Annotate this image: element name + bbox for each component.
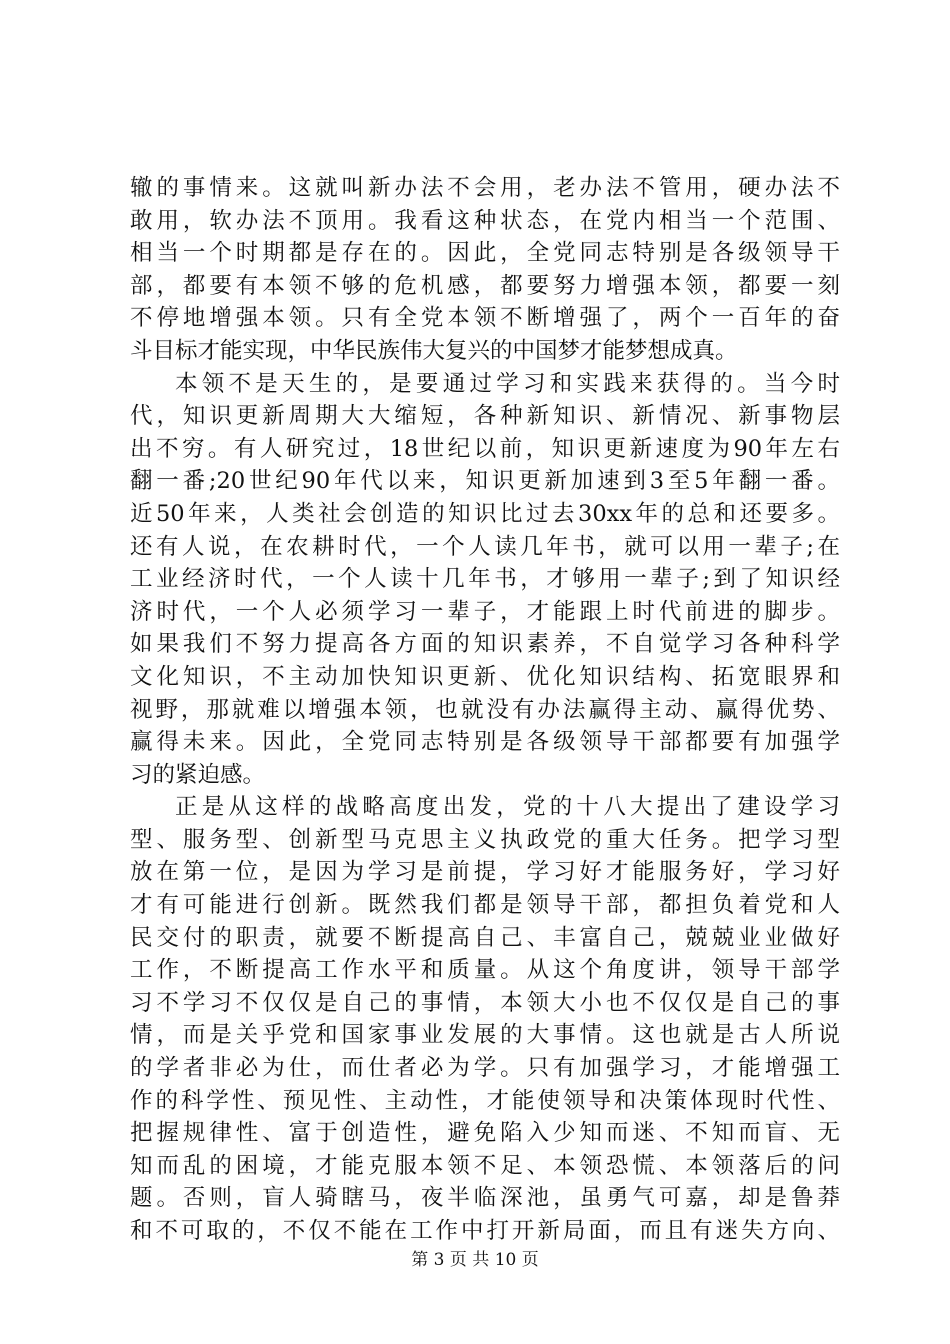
text-line: 敢用，软办法不顶用。我看这种状态，在党内相当一个范围、 xyxy=(130,207,840,234)
text-line: 题。否则，盲人骑瞎马，夜半临深池，虽勇气可嘉，却是鲁莽 xyxy=(130,1185,840,1212)
text-line: 代，知识更新周期大大缩短，各种新知识、新情况、新事物层 xyxy=(130,403,840,430)
text-line: 正是从这样的战略高度出发，党的十八大提出了建设学习 xyxy=(175,794,840,821)
text-line: 部，都要有本领不够的危机感，都要努力增强本领，都要一刻 xyxy=(130,272,840,299)
text-line: 作的科学性、预见性、主动性，才能使领导和决策体现时代性、 xyxy=(130,1087,840,1114)
text-line: 把握规律性、富于创造性，避免陷入少知而迷、不知而盲、无 xyxy=(130,1120,840,1147)
text-line: 工业经济时代，一个人读十几年书，才够用一辈子;到了知识经 xyxy=(130,566,840,593)
text-line: 不停地增强本领。只有全党本领不断增强了，两个一百年的奋 xyxy=(130,305,840,332)
text-line: 近50年来，人类社会创造的知识比过去30xx年的总和还要多。 xyxy=(130,500,840,527)
text-line: 辙的事情来。这就叫新办法不会用，老办法不管用，硬办法不 xyxy=(130,175,840,201)
text-line: 情，而是关乎党和国家事业发展的大事情。这也就是古人所说 xyxy=(130,1022,840,1049)
page-footer: 第 3 页 共 10 页 xyxy=(411,1250,539,1270)
text-line: 视野，那就难以增强本领，也就没有办法赢得主动、赢得优势、 xyxy=(130,696,840,723)
text-line: 民交付的职责，就要不断提高自己、丰富自己，兢兢业业做好 xyxy=(130,924,840,951)
text-line: 出不穷。有人研究过，18世纪以前，知识更新速度为90年左右 xyxy=(130,435,840,462)
text-line: 工作，不断提高工作水平和质量。从这个角度讲，领导干部学 xyxy=(130,957,840,984)
text-line: 如果我们不努力提高各方面的知识素养，不自觉学习各种科学 xyxy=(130,631,840,658)
paragraph xyxy=(130,172,840,368)
paragraph xyxy=(130,791,840,1247)
text-line: 的学者非必为仕，而仕者必为学。只有加强学习，才能增强工 xyxy=(130,1055,840,1082)
text-line: 相当一个时期都是存在的。因此，全党同志特别是各级领导干 xyxy=(130,240,840,267)
text-line: 知而乱的困境，才能克服本领不足、本领恐慌、本领落后的问 xyxy=(130,1152,840,1179)
text-line: 习不学习不仅仅是自己的事情，本领大小也不仅仅是自己的事 xyxy=(130,989,840,1016)
text-line: 本领不是天生的，是要通过学习和实践来获得的。当今时 xyxy=(175,370,840,397)
text-line: 赢得未来。因此，全党同志特别是各级领导干部都要有加强学 xyxy=(130,729,840,756)
text-line: 翻一番;20世纪90年代以来，知识更新加速到3至5年翻一番。 xyxy=(130,468,840,495)
paragraph xyxy=(130,368,840,792)
text-line: 放在第一位，是因为学习是前提，学习好才能服务好，学习好 xyxy=(130,859,840,886)
text-line: 济时代，一个人必须学习一辈子，才能跟上时代前进的脚步。 xyxy=(130,598,840,625)
text-line: 型、服务型、创新型马克思主义执政党的重大任务。把学习型 xyxy=(130,826,840,853)
text-line: 才有可能进行创新。既然我们都是领导干部，都担负着党和人 xyxy=(130,892,840,919)
text-line: 斗目标才能实现，中华民族伟大复兴的中国梦才能梦想成真。 xyxy=(130,337,738,364)
text-line: 文化知识，不主动加快知识更新、优化知识结构、拓宽眼界和 xyxy=(130,663,840,690)
document-body xyxy=(130,172,840,1248)
text-line: 和不可取的，不仅不能在工作中打开新局面，而且有迷失方向、 xyxy=(130,1218,840,1244)
text-line: 还有人说，在农耕时代，一个人读几年书，就可以用一辈子;在 xyxy=(130,533,840,560)
text-line: 习的紧迫感。 xyxy=(130,761,266,788)
